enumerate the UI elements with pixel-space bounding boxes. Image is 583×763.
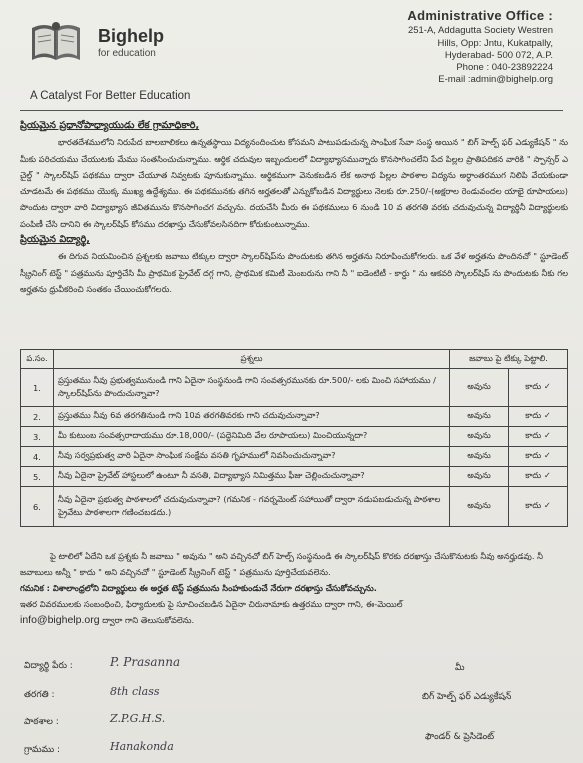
col-header-questions: ప్రశ్నలు	[54, 350, 450, 369]
address-line: Hyderabad- 500 072, A.P.	[444, 49, 553, 61]
question-text: నీవు సర్వప్రభుత్వ వారి ఏదైనా సాంఘిక సంక్షేమ వసతి గృహములో నివసించుచున్నావా?	[54, 447, 450, 467]
intro-paragraph: భారతదేశములోని నిరుపేద బాలబాలికలు ఉన్నతస్థాయి విద్యనందించుట కోసమని పాటుపడుచున్న సాంఘిక సేవా సంస్థ అయిన " బిగ్ హెల్ప్ ఫర్ ఎడ్యుకేషన్ " ను మీకు పరిచయము చేయుటకు మేము సంతసించుచున్నాము. ఆర్థిక చదువుల ఇబ్బందులలో విద్యాభ్యాసమున్నారు కొనసాగించలేని పేద పిల్లల ప్రాతిపదికన వారికి " స్పాన్సర్ ఎ చైల్డ్ " స్కాలర్‌షిప్ పథకము ద్వారా చేయూత నివ్వటకు పూనుకున్నాము. ఆర్థికముగా వెనుకబడిన లేక అనాథ పిల్లల పాఠశాల విద్యను అర్ధాంతరముగ నిలిపి వేయకుండా చూడటమే ఈ పథకము యొక్క ముఖ్య ఉద్దేశ్యము. ఈ పథకమునకు తగిన అర్హతలతో ఎన్నుకోబడిన విద్యార్థులు నెలకు రూ.250/-(అక్షరాల రెండువందల యాభై రూపాయలు) పొందుట ద్వారా వారి విద్యాభ్యాస జీవితమును కొనసాగించగ వచ్చును. దయచేసి మీరు ఈ పథకములు 6 నుండి 10 వ తరగతి వరకు చదువుచున్న విద్యార్థినీ విద్యార్థులకు పంపిణీ చేసి దానిని ఈ స్కాలర్‌షిప్ కోసము దరఖాస్తు చేసుకోవలసినదిగా కోరుకుంటున్నాము.	[20, 137, 568, 229]
brand-name: Bighelp	[98, 26, 164, 46]
instructions-block	[20, 548, 568, 628]
student-paragraph: ఈ దిగువ నియమించిన ప్రశ్నలకు జవాబు టిక్కుల ద్వారా స్కాలర్‌షిప్‌ను పొందుటకు తగిన అర్హతను నిరూపించుకోగలరు. ఒక వేళ అర్హతను పొందినచో " స్టూడెంట్ స్క్రీనింగ్ టెస్ట్ " పత్రమును పూర్తిచేసి మీ ప్రాథమిక ప్రైవేట్ దగ్గ గాని, ప్రాథమిక కమిటీ మెంబరును గాని నీ " ఐడెంటిటీ - కార్డు " ను ఆకవరి స్కాలర్‌షిప్ ను పొందుటకు నీకు గల అర్హతను ధ్రువీకరించి సంతకం చేయించుకోగలరు.	[20, 251, 568, 294]
row-number: 6.	[21, 487, 54, 527]
checkmark-icon: ✓	[543, 450, 551, 460]
office-title: Administrative Office :	[407, 8, 553, 23]
checkmark-icon: ✓	[543, 381, 551, 391]
checkmark-icon: ✓	[543, 430, 551, 440]
student-name-label: విద్యార్థి పేరు :	[24, 661, 73, 671]
table-row	[21, 487, 568, 527]
question-text: మీ కుటుంబ సంవత్సరాదాయము రూ.18,000/- (పద్దెనిమిది వేల రూపాయలు) మించియున్నదా?	[54, 427, 450, 447]
answer-no[interactable]: కాదు ✓	[509, 369, 568, 407]
class-label: తరగతి :	[24, 690, 55, 700]
row-number: 4.	[21, 447, 54, 467]
answer-no[interactable]: కాదు ✓	[509, 407, 568, 427]
phone-line: Phone : 040-23892224	[456, 62, 553, 74]
school-value: Z.P.G.H.S.	[110, 712, 166, 725]
brand-subtitle: for education	[98, 48, 156, 59]
salutation-headmaster: ప్రియమైన ప్రధానోపాధ్యాయుడు లేక గ్రామాధికారి,	[20, 120, 200, 131]
instruction-line: పై టాలిలో ఏదేని ఒక ప్రశ్నకు నీ జవాబు " అవును " అని వచ్చినచో బిగ్ హెల్ప్ సంస్థనుండి ఈ స్కాలర్‌షిప్ కొరకు దరఖాస్తు చేసుకొనుటకు నీవు అనర్హుడవు. నీ జవాబులు అన్నీ " కాదు " అని వచ్చినచో " స్టూడెంట్ స్క్రీనింగ్ టెస్ట్ " పత్రమును పూర్తిచేయవలెను.	[20, 551, 543, 577]
signoff-prefix: మీ	[455, 663, 465, 673]
row-number: 1.	[21, 369, 54, 407]
table-row	[21, 407, 568, 427]
email-contact: info@bighelp.org ద్వారా గాని తెలుసుకోవలెను.	[20, 614, 195, 626]
answer-yes[interactable]: అవును	[450, 467, 509, 487]
answer-yes[interactable]: అవును	[450, 369, 509, 407]
letter-body	[20, 118, 568, 297]
eligibility-table	[20, 349, 568, 527]
row-number: 2.	[21, 407, 54, 427]
table-header-row	[21, 350, 568, 369]
table-row	[21, 369, 568, 407]
office-address-block	[323, 10, 553, 87]
address-line: Hills, Opp: Jntu, Kukatpally,	[437, 37, 553, 49]
question-text: ప్రస్తుతము నీవు ప్రభుత్వమునుండి గాని ఏదైనా సంస్థనుండి గాని సంవత్సరమునకు రూ.500/- లకు మించి సహాయము / స్కాలర్‌షిప్‌ను పొందుచున్నావా?	[54, 369, 450, 407]
note-line: గమనిక : విశాలాంధ్రలోని విద్యార్థులు ఈ అర్హత టెస్ట్ పత్రమును సింహకుండుచే నేరుగా దరఖాస్తు చేసుకోవచ్చును.	[20, 583, 377, 593]
row-number: 3.	[21, 427, 54, 447]
book-logo-icon	[28, 20, 84, 64]
village-value: Hanakonda	[110, 740, 174, 753]
checkmark-icon: ✓	[543, 410, 551, 420]
email-link[interactable]: info@bighelp.org	[20, 614, 100, 626]
tagline: A Catalyst For Better Education	[30, 90, 191, 102]
question-text: నీవు ఏదైనా ప్రైవేట్ హాస్టలులో ఉంటూ నీ వసతి, విద్యాభ్యాస నిమిత్తము ఫీజు చెల్లించుచున్నావా?	[54, 467, 450, 487]
salutation-student: ప్రియమైన విద్యార్థి,	[20, 234, 90, 246]
checkmark-icon: ✓	[543, 470, 551, 480]
col-header-answer: జవాబు పై టిక్కు పెట్టాలి.	[450, 350, 568, 369]
question-text: నీవు ఏదైనా ప్రభుత్వ పాఠశాలలో చదువుచున్నావా? (గమనిక - గవర్నమెంట్ సహాయితో ద్వారా నడుపబడుచున్న పాఠశాల ప్రైవేటు పాఠశాలగా గణించబడదు.)	[54, 487, 450, 527]
address-line: 251-A, Addagutta Society Westren	[407, 25, 553, 37]
header-divider	[20, 110, 563, 111]
answer-no[interactable]: కాదు ✓	[509, 487, 568, 527]
answer-yes[interactable]: అవును	[450, 487, 509, 527]
answer-yes[interactable]: అవును	[450, 407, 509, 427]
answer-yes[interactable]: అవును	[450, 427, 509, 447]
signoff-title: ఫౌండర్ & ప్రెసిడెంట్	[425, 732, 495, 742]
row-number: 5.	[21, 467, 54, 487]
answer-no[interactable]: కాదు ✓	[509, 427, 568, 447]
village-label: గ్రామము :	[24, 745, 61, 755]
answer-no[interactable]: కాదు ✓	[509, 447, 568, 467]
school-label: పాఠశాల :	[24, 717, 59, 727]
student-name-value: P. Prasanna	[110, 655, 181, 669]
contact-line: ఇతర వివరములకు సంబంధించి, ఫిర్యాదులకు పై సూచించబడిన ఏదైనా చిరునామాకు ఉత్తరము ద్వారా గాని, ఈ-మెయిల్	[20, 599, 403, 609]
answer-yes[interactable]: అవును	[450, 447, 509, 467]
question-text: ప్రస్తుతము నీవు 6వ తరగతినుండి గాని 10వ తరగతివరకు గాని చదువుచున్నావా?	[54, 407, 450, 427]
col-header-number: ప.సం.	[21, 350, 54, 369]
email-line: E-mail :admin@bighelp.org	[438, 74, 553, 86]
class-value: 8th class	[110, 685, 160, 698]
table-row	[21, 427, 568, 447]
signoff-organization: బిగ్ హెల్ప్ ఫర్ ఎడ్యుకేషన్	[422, 692, 512, 702]
table-row	[21, 447, 568, 467]
table-row	[21, 467, 568, 487]
answer-no[interactable]: కాదు ✓	[509, 467, 568, 487]
checkmark-icon: ✓	[543, 500, 551, 510]
